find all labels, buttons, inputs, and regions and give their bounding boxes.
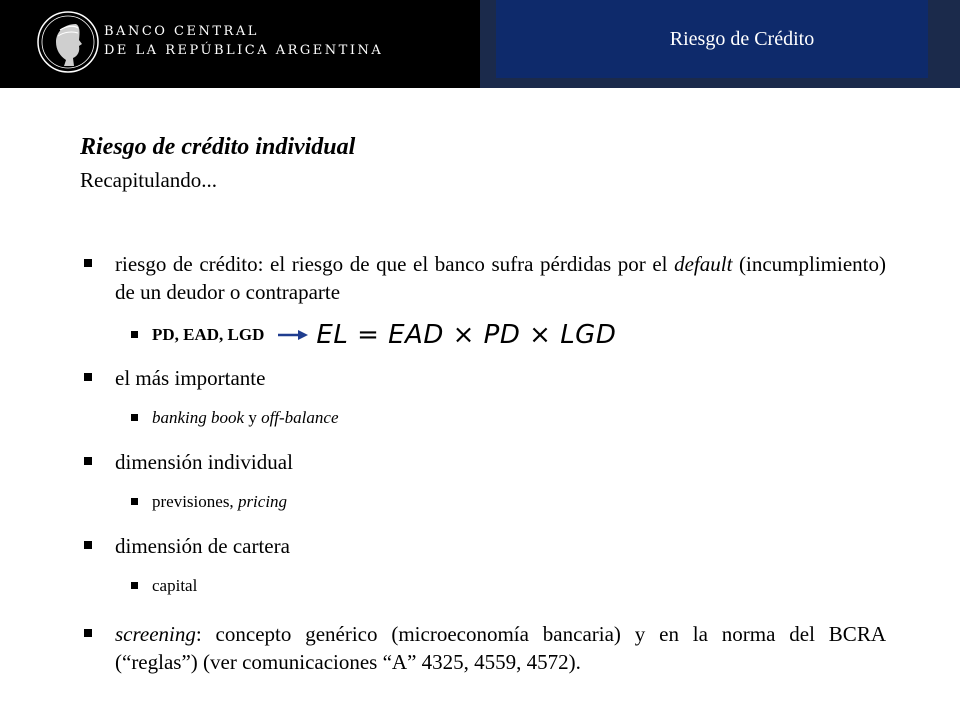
bullet-screening	[84, 620, 886, 676]
bullet-square-icon	[131, 582, 138, 589]
bullet-text: dimensión de cartera	[115, 534, 290, 558]
bullet-text-part: : concepto genérico (microeconomía bancaria) y en la norma del BCRA (“reglas”) (ver comunicaciones “A” 4325, 4559, 4572).	[115, 622, 886, 674]
bullet-square-icon	[131, 331, 138, 338]
bullet-square-icon	[84, 457, 92, 465]
bullet-text: dimensión individual	[115, 450, 293, 474]
bullet-square-icon	[84, 259, 92, 267]
bullet-most-important	[84, 364, 265, 392]
section-title: Riesgo de crédito individual	[80, 134, 356, 160]
bullet-individual-dimension	[84, 448, 293, 476]
bullet-text-part: (incumplimiento) de un deudor o contraparte	[115, 252, 886, 304]
slide-title: Riesgo de Crédito	[669, 27, 815, 50]
bullet-portfolio-dimension	[84, 532, 290, 560]
bullet-text-part: riesgo de crédito: el riesgo de que el banco sufra pérdidas por el	[115, 252, 675, 276]
sub-bullet-emphasis: off-balance	[261, 408, 339, 427]
bullet-text: el más importante	[115, 366, 266, 390]
sub-bullet-text: capital	[152, 576, 198, 595]
bank-logo-area	[0, 0, 480, 88]
formula-label: PD, EAD, LGD	[152, 325, 265, 344]
bullet-square-icon	[131, 498, 138, 505]
slide-header	[0, 0, 960, 88]
sub-bullet-pd-ead-lgd	[131, 320, 617, 350]
subtitle: Recapitulando...	[80, 168, 218, 192]
bullet-square-icon	[84, 373, 92, 381]
sub-bullet-provisions	[131, 491, 287, 513]
bullet-square-icon	[131, 414, 138, 421]
expected-loss-formula: EL = EAD × PD × LGD	[316, 320, 617, 350]
sub-bullet-text	[152, 407, 339, 429]
bullet-text	[115, 620, 886, 676]
sub-bullet-part: y	[244, 408, 262, 427]
bullet-text-emphasis: default	[674, 252, 733, 276]
bullet-text-emphasis: screening	[115, 622, 196, 646]
bullet-square-icon	[84, 541, 92, 549]
sub-bullet-emphasis: banking book	[152, 408, 245, 427]
bcra-seal-icon	[36, 10, 100, 74]
arrow-right-icon	[278, 329, 308, 341]
slide-title-box	[496, 0, 928, 78]
sub-bullet-emphasis: pricing	[237, 492, 288, 511]
bullet-square-icon	[84, 629, 92, 637]
sub-bullet-part: previsiones,	[152, 492, 238, 511]
slide-content	[80, 132, 886, 194]
formula-line	[152, 320, 617, 350]
bank-name-line1: BANCO CENTRAL	[104, 24, 259, 39]
bank-name-line2: DE LA REPÚBLICA ARGENTINA	[104, 43, 384, 58]
sub-bullet-capital	[131, 575, 197, 597]
sub-bullet-banking-book	[131, 407, 339, 429]
bullet-credit-risk	[84, 250, 886, 306]
sub-bullet-text	[152, 491, 287, 513]
bullet-text	[115, 250, 886, 306]
